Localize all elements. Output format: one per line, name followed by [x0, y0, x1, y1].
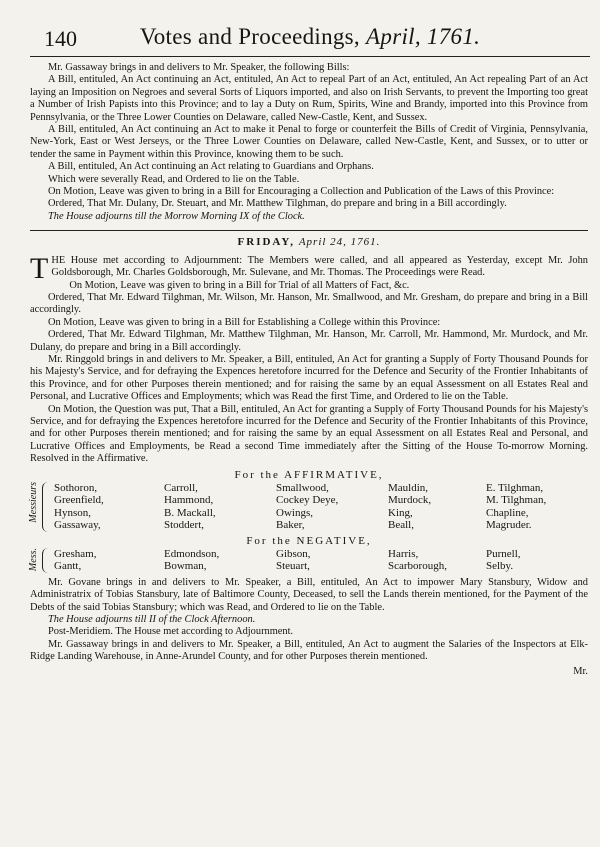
member-name: Gantt, [54, 560, 82, 573]
paragraph: Mr. Ringgold brings in and delivers to Mr. Speaker, a Bill, entituled, An Act for granting a Supply of Forty Thousand Pounds for his Majesty's Service, and for defraying the Expences heretofore incurred for the Defence and Security of the Frontier Inhabitants of this Province, and for other Purposes therein mentioned; and for raising the same by an equal Assessment on all Estates Real and Personal, and Lucrative Offices and Employments; which was Read the first Time, and Ordered to lie on the Table. [30, 353, 588, 403]
thursday-proceedings [30, 62, 588, 223]
member-name: Purnell, [486, 548, 521, 561]
day-name: FRIDAY, [237, 236, 296, 249]
member-name: Scarborough, [388, 560, 447, 573]
member-name: Murdock, [388, 494, 432, 507]
member-name: Hynson, [54, 506, 91, 519]
friday-proceedings [28, 251, 588, 678]
paragraph: Mr. Govane brings in and delivers to Mr. Speaker, a Bill, entituled, An Act to impower Mary Stansbury, Widow and Administratrix of Tobias Stansbury, late of Baltimore County, Deceased, to sell the Lands therein mentioned, for the Payment of the Debts of the said Tobias Stansbury; which was Read, and Ordered to lie on the Table. [30, 576, 588, 613]
paragraph: A Bill, entituled, An Act continuing an Act to make it Penal to forge or counterfeit the Bills of Credit of Virginia, Pennsylvania, New-York, East or West Jerseys, or the Three Lower Counties on Delaware, called New-Castle, Kent, and Sussex, or to utter or tender the same in Payment within this Province, knowing them to be such. [30, 124, 588, 160]
member-name: Magruder. [486, 519, 532, 532]
affirmative-names-table [54, 482, 586, 532]
member-name: Gresham, [54, 548, 97, 561]
paragraph: On Motion, Leave was given to bring in a Bill for Encouraging a Collection and Publication of the Laws of this Province: [48, 186, 555, 198]
page-header [30, 18, 590, 57]
brace [42, 548, 49, 573]
drop-cap: T [30, 251, 49, 285]
member-name: Cockey Deye, [276, 494, 339, 507]
page-number: 140 [44, 26, 77, 51]
member-name: Baker, [276, 519, 305, 532]
paragraph: Which were severally Read, and Ordered to lie on the Table. [48, 173, 300, 185]
member-name: Owings, [276, 506, 313, 519]
table-row [54, 548, 586, 560]
paragraph: On Motion, Leave was given to bring in a Bill for Trial of all Matters of Fact, &c. [69, 279, 410, 291]
member-name: Stoddert, [164, 519, 205, 532]
affirmative-heading: For the AFFIRMATIVE, [234, 468, 384, 481]
member-name: Carroll, [164, 482, 198, 494]
affirmative-side-label: Messieurs [28, 482, 39, 523]
paragraph: Post-Meridiem. The House met according to Adjournment. [48, 626, 294, 638]
catchword: Mr. [573, 665, 588, 677]
paragraph: Mr. Gassaway brings in and delivers to Mr. Speaker, the following Bills: [48, 62, 350, 73]
running-title [30, 24, 590, 50]
running-title-prefix: Votes and Proceedings, [139, 24, 360, 49]
member-name: Gibson, [276, 548, 311, 561]
negative-side-label: Mess. [28, 548, 39, 572]
paragraph: Mr. Gassaway brings in and delivers to Mr. Speaker, a Bill, entituled, An Act to augment the Salaries of the Inspectors at Elk-Ridge Landing Warehouse, in Anne-Arundel County, and for other Purposes therein mentioned. [30, 638, 588, 663]
adjournment-note: The House adjourns till II of the Clock Afternoon. [48, 614, 256, 626]
member-name: Hammond, [164, 494, 214, 507]
member-name: B. Mackall, [164, 506, 216, 519]
member-name: King, [388, 506, 413, 519]
paragraph: A Bill, entituled, An Act continuing an Act relating to Guardians and Orphans. [48, 161, 374, 173]
member-name: Sothoron, [54, 482, 98, 494]
paragraph: On Motion, Leave was given to bring in a Bill for Establishing a College within this Province: [48, 316, 441, 328]
member-name: Mauldin, [388, 482, 429, 494]
opening-paragraph: THE House met according to Adjournment: The Members were called, and all appeared as Yesterday, except Mr. John Goldsborough, Mr. Charles Goldsborough, Mr. Sulevane, and Mr. Thomas. The Proceedings were Read. [30, 251, 588, 285]
paragraph: Ordered, That Mr. Edward Tilghman, Mr. Matthew Tilghman, Mr. Hanson, Mr. Carroll, Mr. Hammond, Mr. Murdock, and Mr. Dulany, do prepare and bring in a Bill accordingly. [30, 329, 588, 353]
section-divider [30, 230, 588, 231]
member-name: Edmondson, [164, 548, 220, 561]
paragraph: On Motion, the Question was put, That a Bill, entituled, An Act for granting a Supply of Forty Thousand Pounds for his Majesty's Service, and for defraying the Expences heretofore incurred for the Defence and Security of the Frontier Inhabitants of this Province, and for other Purposes therein mentioned; and for raising the same by an equal Assessment on all Estates Real and Personal, and Lucrative Offices and Employments, be Read a second Time immediately after the Sitting of the House To-morrow Morning. Resolved in the Affirmative. [30, 403, 588, 465]
paragraph: Ordered, That Mr. Dulany, Dr. Steuart, and Mr. Matthew Tilghman, do prepare and bring in a Bill accordingly. [48, 198, 507, 210]
member-name: Selby. [486, 560, 514, 573]
running-title-date: April, 1761. [366, 24, 481, 49]
member-name: Beall, [388, 519, 414, 532]
table-row [54, 482, 586, 494]
member-name: E. Tilghman, [486, 482, 544, 494]
table-row [54, 560, 586, 572]
table-row [54, 494, 586, 506]
table-row [54, 507, 586, 519]
paragraph: Ordered, That Mr. Edward Tilghman, Mr. Wilson, Mr. Hanson, Mr. Smallwood, and Mr. Gresham, do prepare and bring in a Bill accordingly. [30, 291, 588, 316]
member-name: Greenfield, [54, 494, 104, 507]
negative-names-table [54, 548, 586, 573]
member-name: Smallwood, [276, 482, 329, 494]
member-name: Steuart, [276, 560, 310, 573]
member-name: Bowman, [164, 560, 207, 573]
page-body [30, 62, 588, 678]
adjournment-note: The House adjourns till the Morrow Morning IX of the Clock. [48, 210, 305, 222]
negative-vote-list [30, 548, 588, 573]
table-row [54, 519, 586, 531]
day-heading [30, 236, 588, 248]
affirmative-vote-list [30, 482, 588, 532]
paragraph: A Bill, entituled, An Act continuing an Act, entituled, An Act to repeal Part of an Act, entituled, An Act repealing Part of an Act laying an Imposition on Negroes and several Sorts of Liquors imported, and also on Irish Servants, to prevent the Importing too great a Number of Irish Papists into this Province; and to lay a Duty on Rum, Spirits, Wine and Brandy, imported into this Province from Pennsylvania, or the Three Lower Counties on Delaware, called New-Castle, Kent, and Sussex. [30, 74, 588, 123]
member-name: Harris, [388, 548, 419, 561]
member-name: Gassaway, [54, 519, 101, 532]
member-name: Chapline, [486, 506, 529, 519]
brace [42, 482, 49, 532]
member-name: M. Tilghman, [486, 494, 547, 507]
negative-heading: For the NEGATIVE, [246, 534, 372, 547]
day-date: April 24, 1761. [298, 236, 381, 249]
